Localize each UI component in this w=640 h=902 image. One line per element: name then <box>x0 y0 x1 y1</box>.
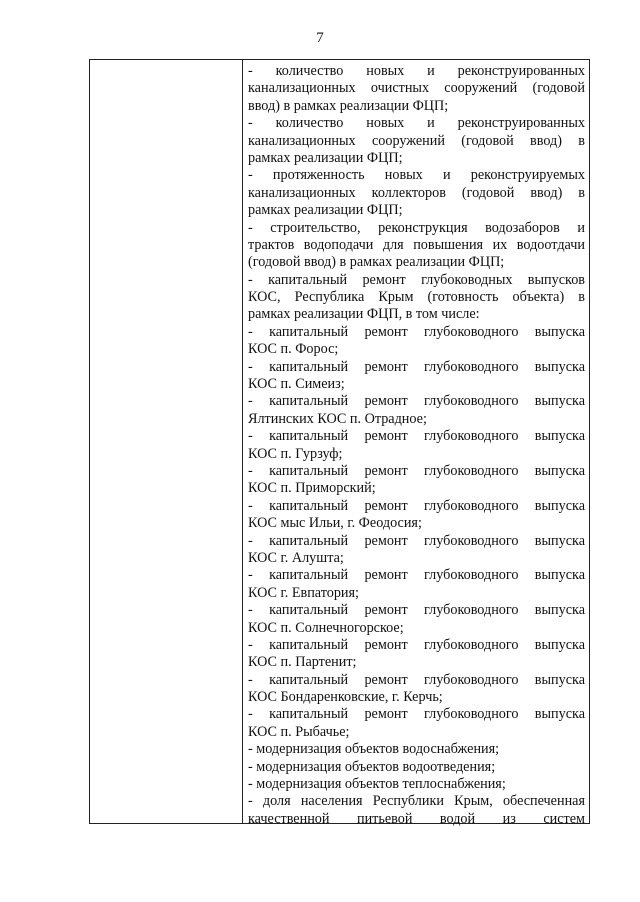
indicator-item <box>248 463 585 498</box>
indicator-item <box>248 759 585 776</box>
indicator-line: - капитальный ремонт глубоководного выпуска <box>248 323 585 340</box>
indicator-item <box>248 741 585 758</box>
indicator-item <box>248 637 585 672</box>
indicator-line: рамках реализации ФЦП; <box>248 202 403 219</box>
indicator-item <box>248 672 585 707</box>
indicator-line: КОС п. Приморский; <box>248 480 376 497</box>
indicator-item <box>248 220 585 272</box>
indicator-line: канализационных очистных сооружений (годовой <box>248 80 585 97</box>
indicator-line: Ялтинских КОС п. Отрадное; <box>248 410 427 427</box>
indicator-line: КОС г. Евпатория; <box>248 584 359 601</box>
indicator-line: - модернизация объектов водоотведения; <box>248 758 496 775</box>
indicator-item <box>248 115 585 167</box>
column-divider <box>242 60 243 823</box>
indicator-line: трактов водоподачи для повышения их водоотдачи <box>248 236 585 253</box>
table-right-column <box>248 63 585 828</box>
indicator-line: - капитальный ремонт глубоководного выпуска <box>248 532 585 549</box>
indicator-item <box>248 533 585 568</box>
indicator-line: - капитальный ремонт глубоководных выпусков <box>248 271 585 288</box>
indicator-item <box>248 706 585 741</box>
indicator-item <box>248 776 585 793</box>
indicator-line: - капитальный ремонт глубоководного выпуска <box>248 671 585 688</box>
indicator-line: - капитальный ремонт глубоководного выпуска <box>248 497 585 514</box>
page-number: 7 <box>316 30 324 46</box>
indicator-line: КОС п. Солнечногорское; <box>248 619 404 636</box>
indicator-line: КОС, Республика Крым (готовность объекта) в <box>248 289 585 306</box>
indicator-line: - количество новых и реконструированных <box>248 63 585 79</box>
indicator-item <box>248 567 585 602</box>
indicator-item <box>248 602 585 637</box>
indicator-line: - капитальный ремонт глубоководного выпуска <box>248 636 585 653</box>
indicator-line: - протяженность новых и реконструируемых <box>248 167 585 184</box>
indicator-line: - капитальный ремонт глубоководного выпуска <box>248 567 585 584</box>
indicator-line: КОС п. Гурзуф; <box>248 445 343 462</box>
indicator-item <box>248 324 585 359</box>
indicator-item <box>248 359 585 394</box>
indicator-line: - капитальный ремонт глубоководного выпуска <box>248 602 585 619</box>
indicator-line: канализационных коллекторов (годовой ввод) в <box>248 184 585 201</box>
indicator-item <box>248 272 585 324</box>
indicator-line: КОС мыс Ильи, г. Феодосия; <box>248 515 422 532</box>
indicator-line: КОС Бондаренковские, г. Керчь; <box>248 689 443 706</box>
indicator-line: КОС п. Форос; <box>248 341 339 358</box>
indicator-line: - капитальный ремонт глубоководного выпуска <box>248 706 585 723</box>
indicator-line: - капитальный ремонт глубоководного выпуска <box>248 393 585 410</box>
indicator-line: качественной питьевой водой из систем <box>248 810 585 827</box>
indicator-line: (годовой ввод) в рамках реализации ФЦП; <box>248 254 505 271</box>
indicator-line: - капитальный ремонт глубоководного выпуска <box>248 358 585 375</box>
indicator-line: - количество новых и реконструированных <box>248 115 585 132</box>
indicator-item <box>248 393 585 428</box>
indicator-line: - модернизация объектов водоснабжения; <box>248 741 500 758</box>
indicator-item <box>248 498 585 533</box>
indicator-line: КОС п. Симеиз; <box>248 376 345 393</box>
indicator-item <box>248 428 585 463</box>
indicator-line: - капитальный ремонт глубоководного выпуска <box>248 428 585 445</box>
indicator-line: рамках реализации ФЦП, в том числе: <box>248 306 480 323</box>
indicator-line: рамках реализации ФЦП; <box>248 149 403 166</box>
indicator-line: ввод) в рамках реализации ФЦП; <box>248 97 449 114</box>
indicator-line: канализационных сооружений (годовой ввод) в <box>248 132 585 149</box>
indicator-line: КОС п. Рыбачье; <box>248 723 350 740</box>
indicator-item <box>248 167 585 219</box>
indicator-line: КОС п. Партенит; <box>248 654 357 671</box>
indicator-line: - доля населения Республики Крым, обеспеченная <box>248 793 585 810</box>
indicator-item <box>248 793 585 828</box>
indicator-table <box>89 59 590 827</box>
indicator-line: - модернизация объектов теплоснабжения; <box>248 776 506 793</box>
indicator-item <box>248 63 585 115</box>
indicator-line: КОС г. Алушта; <box>248 549 344 566</box>
indicator-list <box>248 63 585 828</box>
indicator-line: - строительство, реконструкция водозаборов и <box>248 219 585 236</box>
indicator-line: - капитальный ремонт глубоководного выпуска <box>248 462 585 479</box>
